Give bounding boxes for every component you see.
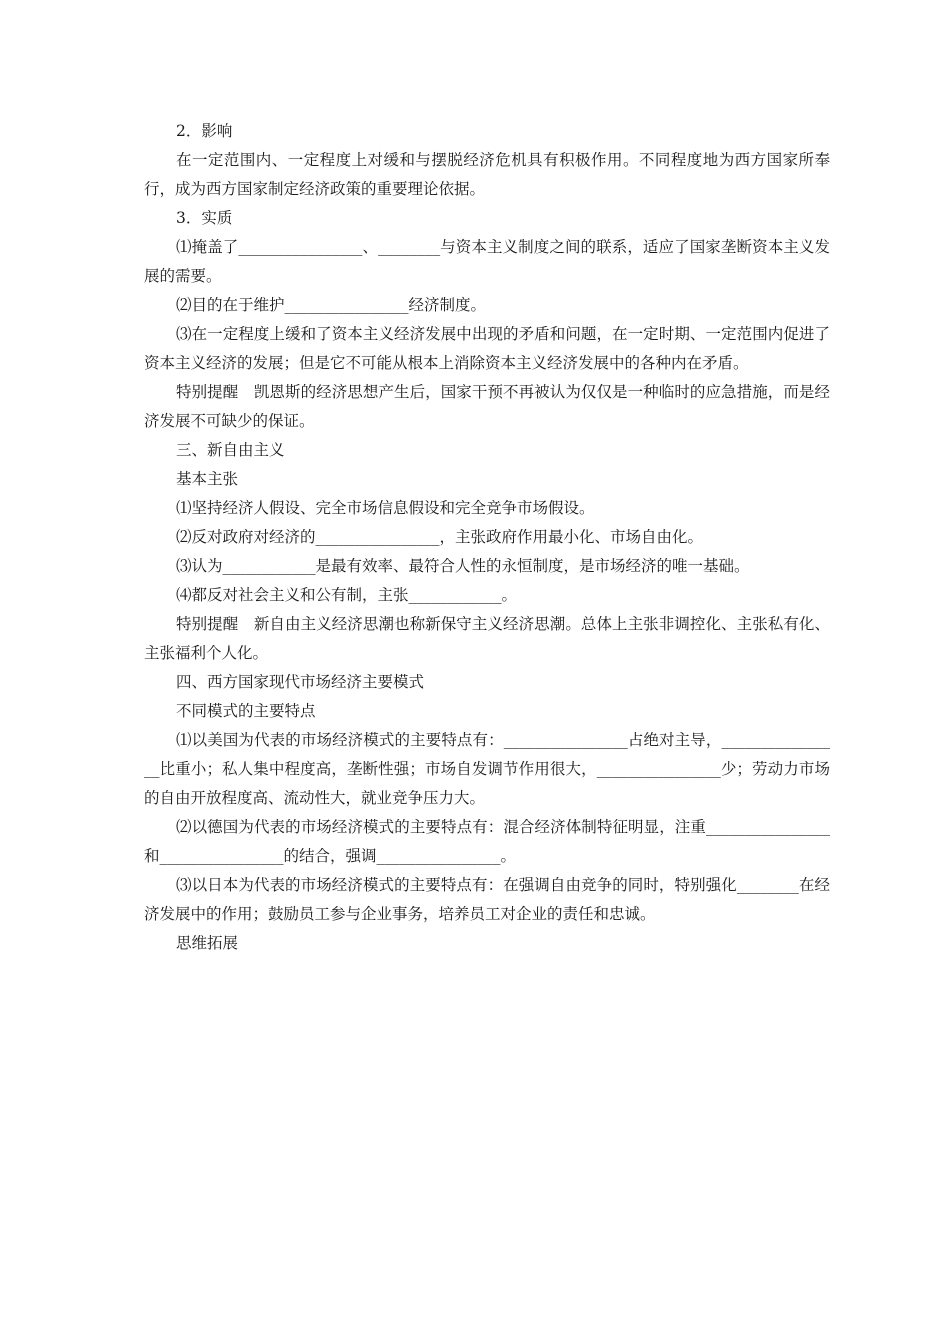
heading-neoliberalism: 三、新自由主义: [176, 441, 285, 459]
heading-thinking-extension: 思维拓展: [176, 934, 239, 952]
essence-item-1: ⑴掩盖了________________、________与资本主义制度之间的联系，适应了国家垄断资本主义发展的需要。: [144, 238, 830, 285]
model-item-3: ⑶以日本为代表的市场经济模式的主要特点有：在强调自由竞争的同时，特别强化________在经济发展中的作用；鼓励员工参与企业事务，培养员工对企业的责任和忠诚。: [144, 876, 830, 923]
heading-market-models: 四、西方国家现代市场经济主要模式: [176, 673, 425, 691]
essence-item-2: ⑵目的在于维护________________经济制度。: [176, 296, 487, 314]
special-note-1: 特别提醒 凯恩斯的经济思想产生后，国家干预不再被认为仅仅是一种临时的应急措施，而是经济发展不可缺少的保证。: [144, 383, 830, 430]
special-note-2: 特别提醒 新自由主义经济思潮也称新保守主义经济思潮。总体上主张非调控化、主张私有化、主张福利个人化。: [144, 615, 830, 662]
model-item-1: ⑴以美国为代表的市场经济模式的主要特点有：________________占绝对主导，________________比重小；私人集中程度高，垄断性强；市场自发调节作用很大，________________少；劳动力市场的自由开放程度高、流动性大，就业竞争压力大。: [144, 731, 830, 807]
model-item-2: ⑵以德国为代表的市场经济模式的主要特点有：混合经济体制特征明显，注重________________和________________的结合，强调________________。: [144, 818, 830, 865]
claim-item-4: ⑷都反对社会主义和公有制，主张____________。: [176, 586, 518, 604]
subheading-model-features: 不同模式的主要特点: [176, 702, 316, 720]
subheading-basic-claims: 基本主张: [176, 470, 239, 488]
claim-item-2: ⑵反对政府对经济的________________，主张政府作用最小化、市场自由化。: [176, 528, 704, 546]
heading-essence: 3．实质: [176, 209, 233, 227]
influence-text: 在一定范围内、一定程度上对缓和与摆脱经济危机具有积极作用。不同程度地为西方国家所奉行，成为西方国家制定经济政策的重要理论依据。: [144, 151, 830, 198]
claim-item-3: ⑶认为____________是最有效率、最符合人性的永恒制度，是市场经济的唯一基础。: [176, 557, 750, 575]
essence-item-3: ⑶在一定程度上缓和了资本主义经济发展中出现的矛盾和问题，在一定时期、一定范围内促进了资本主义经济的发展；但是它不可能从根本上消除资本主义经济发展中的各种内在矛盾。: [144, 325, 830, 372]
claim-item-1: ⑴坚持经济人假设、完全市场信息假设和完全竞争市场假设。: [176, 499, 595, 517]
heading-influence: 2．影响: [176, 122, 233, 140]
